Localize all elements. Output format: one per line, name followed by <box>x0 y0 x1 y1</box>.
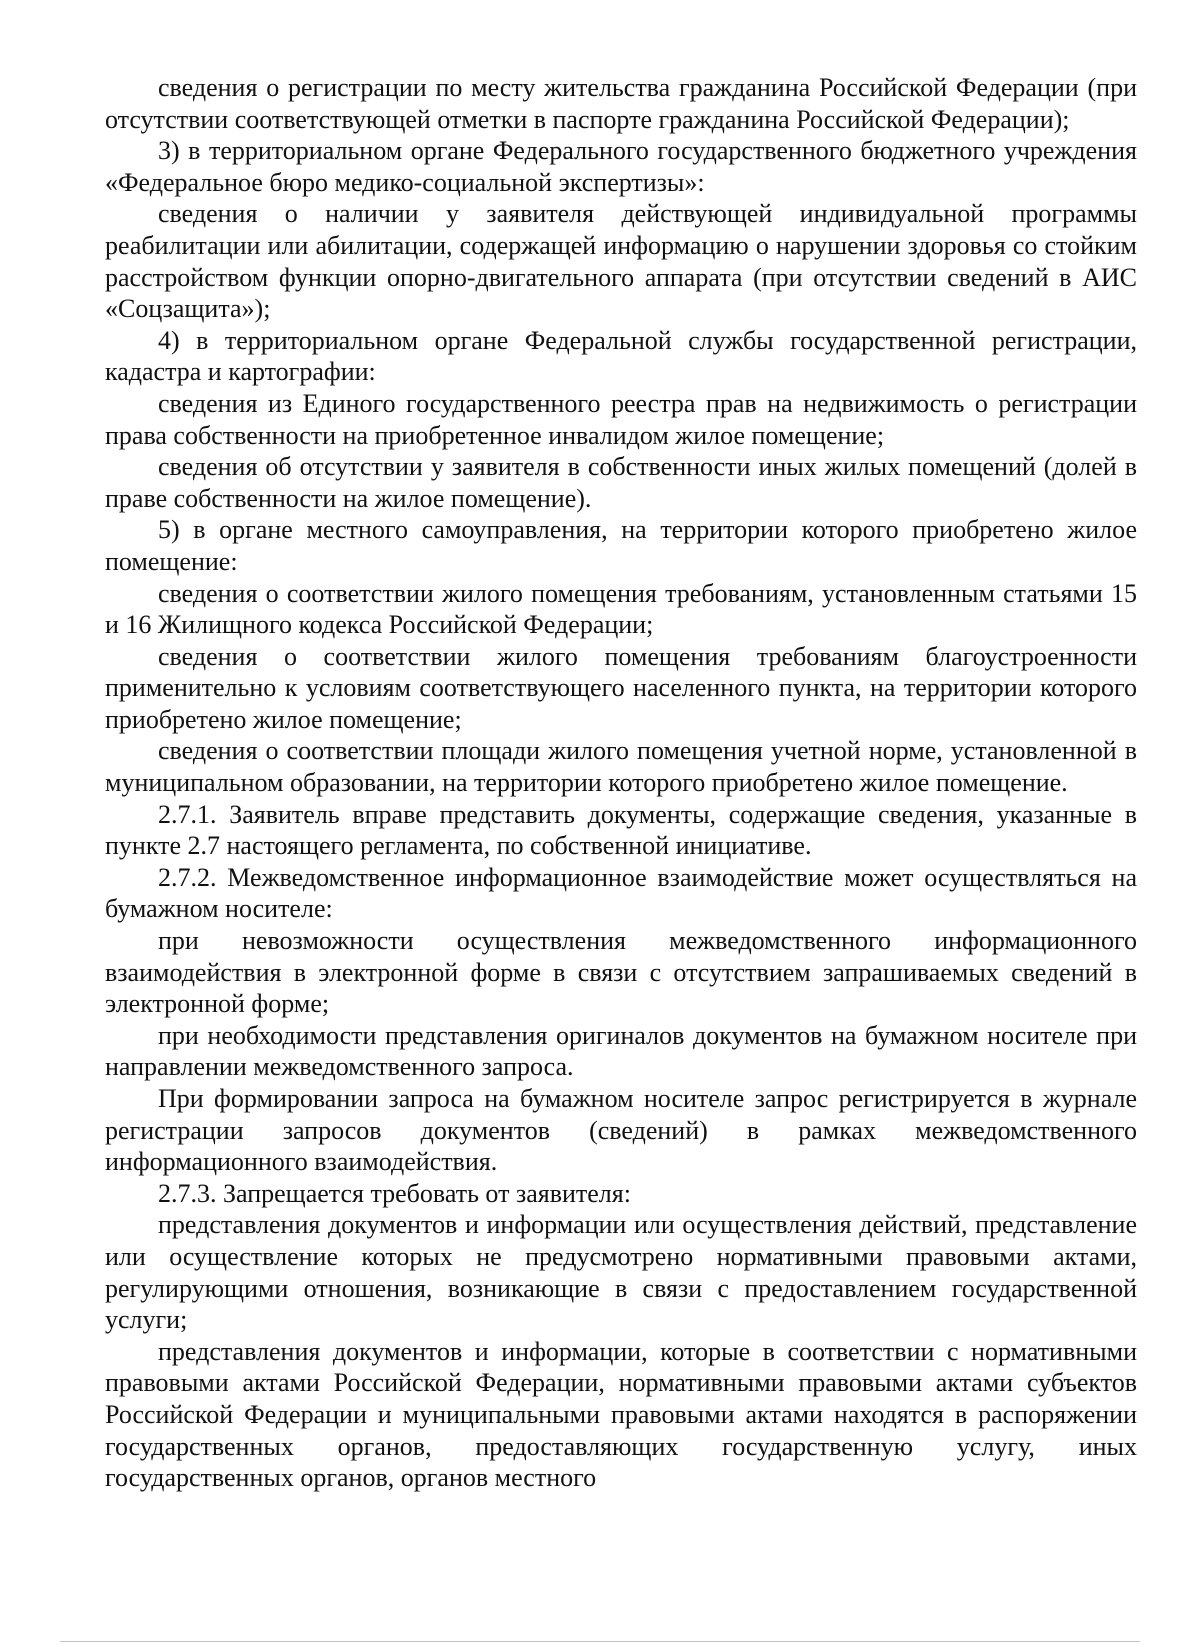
scan-edge-line <box>60 1641 1140 1642</box>
paragraph-area-norm-compliance: сведения о соответствии площади жилого помещения учетной норме, установленной в муниципальном образовании, на территории которого приобретено жилое помещение. <box>105 736 1137 798</box>
paragraph-item-4-rosreestr: 4) в территориальном органе Федеральной службы государственной регистрации, кадастра и картографии: <box>105 325 1137 387</box>
paragraph-prohibited-information: представления документов и информации, которые в соответствии с нормативными правовыми актами Российской Федерации, нормативными правовыми актами субъектов Российской Федерации и муниципальными правовыми актами находятся в распоряжении государственных органов, предоставляющих государственную услугу, иных государственных органов, органов местного <box>105 1336 1137 1493</box>
paragraph-amenities-compliance: сведения о соответствии жилого помещения требованиям благоустроенности применительно к условиям соответствующего населенного пункта, на территории которого приобретено жилое помещение; <box>105 641 1137 734</box>
paragraph-item-5-local-government: 5) в органе местного самоуправления, на территории которого приобретено жилое помещение: <box>105 515 1137 576</box>
paragraph-paper-request-journal: При формировании запроса на бумажном носителе запрос регистрируется в журнале регистрации запросов документов (сведений) в рамках межведомственного информационного взаимодействия. <box>105 1084 1137 1177</box>
paragraph-no-other-property: сведения об отсутствии у заявителя в собственности иных жилых помещений (долей в праве собственности на жилое помещение). <box>105 452 1137 513</box>
paragraph-rehabilitation-program: сведения о наличии у заявителя действующей индивидуальной программы реабилитации или абилитации, содержащей информацию о нарушении здоровья со стойким расстройством функции опорно-двигательного аппарата (при отсутствии сведений в АИС «Соцзащита»); <box>105 199 1137 324</box>
paragraph-originals-needed: при необходимости представления оригиналов документов на бумажном носителе при направлении межведомственного запроса. <box>105 1020 1137 1082</box>
paragraph-electronic-impossible: при невозможности осуществления межведомственного информационного взаимодействия в электронной форме в связи с отсутствием запрашиваемых сведений в электронной форме; <box>105 926 1137 1019</box>
paragraph-2-7-1: 2.7.1. Заявитель вправе представить документы, содержащие сведения, указанные в пункте 2.7 настоящего регламента, по собственной инициативе. <box>105 799 1137 861</box>
document-page <box>105 72 1137 1494</box>
paragraph-2-7-3: 2.7.3. Запрещается требовать от заявителя: <box>158 1178 631 1208</box>
paragraph-housing-code-compliance: сведения о соответствии жилого помещения требованиям, установленным статьями 15 и 16 Жилищного кодекса Российской Федерации; <box>105 578 1137 640</box>
paragraph-residence-registration: сведения о регистрации по месту жительства гражданина Российской Федерации (при отсутствии соответствующей отметки в паспорте гражданина Российской Федерации); <box>105 73 1137 134</box>
paragraph-prohibited-documents: представления документов и информации или осуществления действий, представление или осуществление которых не предусмотрено нормативными правовыми актами, регулирующими отношения, возникающие в связи с предоставлением государственной услуги; <box>105 1210 1137 1335</box>
paragraph-2-7-2: 2.7.2. Межведомственное информационное взаимодействие может осуществляться на бумажном носителе: <box>105 862 1137 924</box>
paragraph-item-3-mse-bureau: 3) в территориальном органе Федерального государственного бюджетного учреждения «Федеральное бюро медико-социальной экспертизы»: <box>105 136 1137 197</box>
paragraph-property-registry: сведения из Единого государственного реестра прав на недвижимость о регистрации права собственности на приобретенное инвалидом жилое помещение; <box>105 388 1137 450</box>
